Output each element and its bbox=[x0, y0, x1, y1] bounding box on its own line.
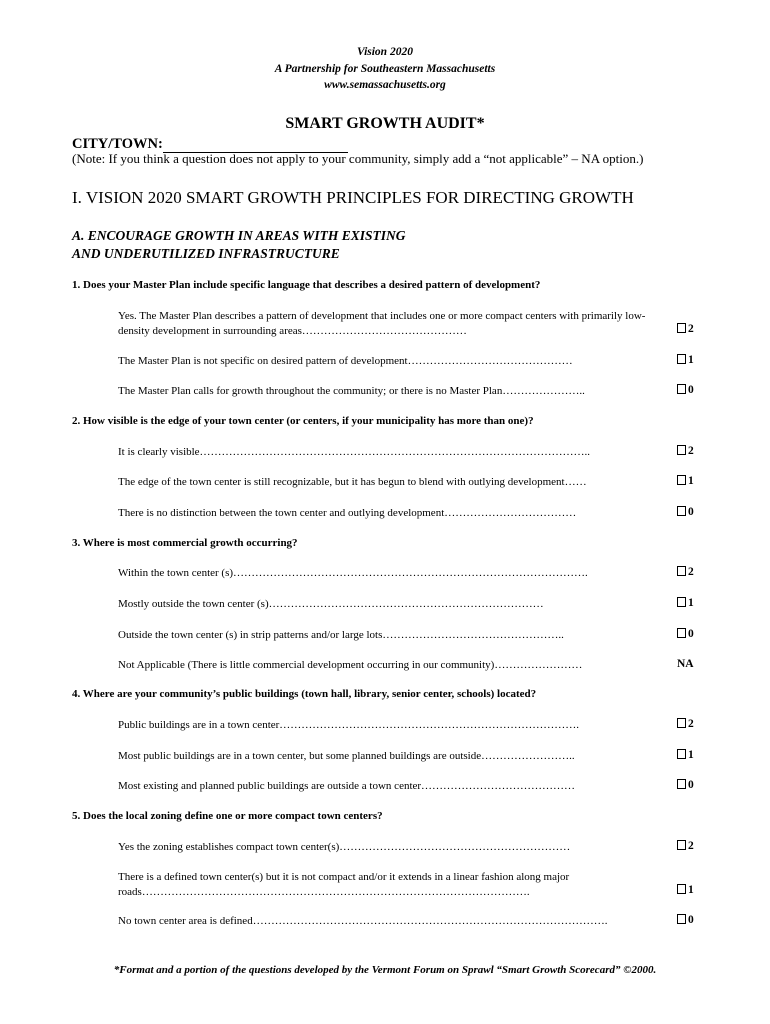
score-value: 1 bbox=[688, 884, 694, 896]
score-value: 0 bbox=[688, 506, 694, 518]
score-option[interactable] bbox=[677, 475, 694, 487]
score-value: 2 bbox=[688, 840, 694, 852]
score-option[interactable] bbox=[677, 914, 694, 926]
section-heading: I. VISION 2020 SMART GROWTH PRINCIPLES FOR DIRECTING GROWTH bbox=[72, 188, 634, 207]
footer-note: *Format and a portion of the questions developed by the Vermont Forum on Sprawl “Smart Growth Scorecard” ©2000. bbox=[113, 964, 657, 976]
option-text: The edge of the town center is still recognizable, but it has begun to blend with outlying development…… bbox=[118, 476, 587, 488]
score-option[interactable] bbox=[677, 506, 694, 518]
checkbox-icon[interactable] bbox=[677, 384, 686, 394]
question-1: 1. Does your Master Plan include specific language that describes a desired pattern of development? bbox=[72, 279, 541, 291]
score-value: 1 bbox=[688, 475, 694, 487]
option-text: Within the town center (s)……………………………………………………………………………………. bbox=[118, 567, 588, 579]
score-value: 0 bbox=[688, 384, 694, 396]
option-text: Mostly outside the town center (s)………………………………………………………………… bbox=[118, 598, 544, 610]
header-title: Vision 2020 bbox=[357, 46, 413, 58]
score-value: 1 bbox=[688, 749, 694, 761]
score-value: 1 bbox=[688, 597, 694, 609]
option-text: Most public buildings are in a town center, but some planned buildings are outside…………………….. bbox=[118, 750, 575, 762]
score-option[interactable] bbox=[677, 779, 694, 791]
score-value: 2 bbox=[688, 445, 694, 457]
header-website: www.semassachusetts.org bbox=[324, 79, 446, 91]
option-text: Not Applicable (There is little commercial development occurring in our community)…………………… bbox=[118, 659, 583, 671]
score-option[interactable] bbox=[677, 628, 694, 640]
score-option[interactable] bbox=[677, 884, 694, 896]
question-3: 3. Where is most commercial growth occurring? bbox=[72, 537, 298, 549]
score-value: 0 bbox=[688, 779, 694, 791]
note: (Note: If you think a question does not apply to your community, simply add a “not applicable” – NA option.) bbox=[72, 151, 644, 166]
page-title: SMART GROWTH AUDIT* bbox=[285, 115, 485, 132]
checkbox-icon[interactable] bbox=[677, 354, 686, 364]
checkbox-icon[interactable] bbox=[677, 840, 686, 850]
score-option[interactable] bbox=[677, 840, 694, 852]
question-2: 2. How visible is the edge of your town center (or centers, if your municipality has more than one)? bbox=[72, 415, 534, 427]
score-option[interactable] bbox=[677, 597, 694, 609]
option-text: The Master Plan calls for growth throughout the community; or there is no Master Plan………………….. bbox=[118, 385, 585, 397]
score-value: 0 bbox=[688, 628, 694, 640]
checkbox-icon[interactable] bbox=[677, 718, 686, 728]
checkbox-icon[interactable] bbox=[677, 506, 686, 516]
score-value: 0 bbox=[688, 914, 694, 926]
checkbox-icon[interactable] bbox=[677, 323, 686, 333]
checkbox-icon[interactable] bbox=[677, 884, 686, 894]
score-option[interactable] bbox=[677, 445, 694, 457]
score-value: 2 bbox=[688, 323, 694, 335]
score-option[interactable] bbox=[677, 718, 694, 730]
option-text: Yes. The Master Plan describes a pattern of development that includes one or more compact centers with primarily low-density development in surrounding areas……………………………………… bbox=[118, 310, 646, 337]
score-option[interactable] bbox=[677, 749, 694, 761]
header-subtitle: A Partnership for Southeastern Massachusetts bbox=[274, 63, 496, 75]
checkbox-icon[interactable] bbox=[677, 779, 686, 789]
checkbox-icon[interactable] bbox=[677, 566, 686, 576]
question-5: 5. Does the local zoning define one or more compact town centers? bbox=[72, 810, 383, 822]
score-value: 1 bbox=[688, 354, 694, 366]
score-option[interactable] bbox=[677, 323, 694, 335]
option-text: No town center area is defined……………………………………………………………………………………. bbox=[118, 915, 608, 927]
checkbox-icon[interactable] bbox=[677, 749, 686, 759]
option-text: There is no distinction between the town center and outlying development……………………………… bbox=[118, 507, 577, 519]
option-text: The Master Plan is not specific on desired pattern of development……………………………………… bbox=[118, 355, 573, 367]
option-text: Outside the town center (s) in strip patterns and/or large lots………………………………………….. bbox=[118, 629, 564, 641]
option-text: Yes the zoning establishes compact town center(s)……………………………………………………… bbox=[118, 841, 571, 853]
score-value: 2 bbox=[688, 566, 694, 578]
option-text: It is clearly visible…………………………………………………………………………………………….. bbox=[118, 446, 591, 458]
score-option-na[interactable]: NA bbox=[677, 658, 694, 670]
city-town-label: CITY/TOWN: bbox=[72, 136, 163, 152]
score-value: 2 bbox=[688, 718, 694, 730]
score-option[interactable] bbox=[677, 354, 694, 366]
checkbox-icon[interactable] bbox=[677, 914, 686, 924]
checkbox-icon[interactable] bbox=[677, 597, 686, 607]
subsection-heading-line2: AND UNDERUTILIZED INFRASTRUCTURE bbox=[72, 246, 340, 261]
subsection-heading-line1: A. ENCOURAGE GROWTH IN AREAS WITH EXISTING bbox=[72, 228, 406, 243]
question-4: 4. Where are your community’s public buildings (town hall, library, senior center, schools) located? bbox=[72, 688, 537, 700]
option-text: Public buildings are in a town center………………………………………………………………………. bbox=[118, 719, 580, 731]
option-text: There is a defined town center(s) but it is not compact and/or it extends in a linear fashion along major roads……………………………………………………………………………………………. bbox=[118, 871, 570, 898]
checkbox-icon[interactable] bbox=[677, 475, 686, 485]
option-text: Most existing and planned public buildings are outside a town center…………………………………… bbox=[118, 780, 576, 792]
checkbox-icon[interactable] bbox=[677, 628, 686, 638]
score-option[interactable] bbox=[677, 384, 694, 396]
checkbox-icon[interactable] bbox=[677, 445, 686, 455]
score-option[interactable] bbox=[677, 566, 694, 578]
